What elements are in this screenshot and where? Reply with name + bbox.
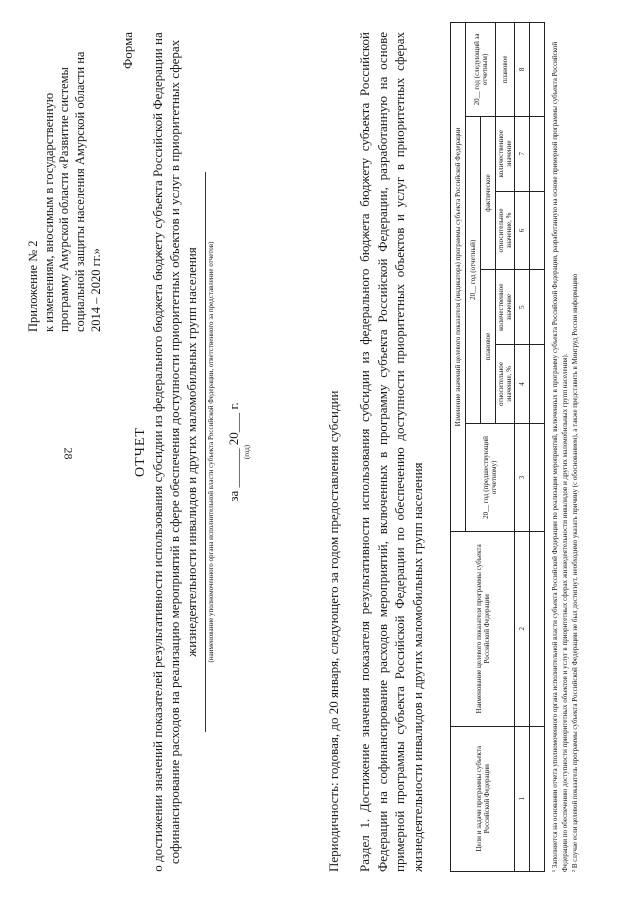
col-num: 6 [515,191,530,270]
table-cell [530,270,545,345]
th-plan-rel: относительное значение, % [496,345,515,424]
table-cell [530,345,545,424]
col-num: 5 [515,270,530,345]
table-cell [530,23,545,117]
table-cell [530,191,545,270]
indicator-table [450,22,545,872]
section-1-text: Раздел 1. Достижение значения показателя результативности использования субсидии из федерального бюджета бюджету субъекта Российской Федерации на софинансирование расходов мероприятий, включенных в программу субъекта Российской Федерации, разработанную на основе примерной программы субъекта Российской Федерации по обеспечению доступности приоритетных объектов и услуг в приоритетных сферах жизнедеятельности инвалидов и других маломобильных групп населения [357,32,425,872]
th-indicator: Наименование целевого показателя программы субъекта Российской Федерации [451,532,515,726]
table-cell [530,423,545,531]
report-heading: ОТЧЕТ [133,427,148,477]
th-plan-abs: количественное значение [496,270,515,345]
th-fact: фактическое [481,116,496,270]
th-plan: плановое [481,270,496,424]
report-title: о достижении значений показателей результативности использования субсидии из федерального бюджета бюджету субъекта Российской Федерации на софинансирование расходов на реализацию мероприятий в сфере обеспечения доступности приоритетных объектов и услуг в приоритетных сферах жизнедеятельности инвалидов и других маломобильных групп населения [150,32,199,872]
th-next-plan: плановое [496,23,515,117]
th-next-year: 20__ год (следующий за отчетным) [466,23,496,117]
table-row [530,23,545,872]
column-number-row [515,23,530,872]
col-num: 2 [515,532,530,726]
col-num: 3 [515,423,530,531]
report-title-block [132,32,252,872]
th-report-year: 20__ год (отчетный) [466,116,481,423]
table-cell [530,726,545,871]
form-label: Форма [120,32,135,69]
table-cell [530,116,545,191]
th-goals: Цели и задачи программы субъекта Российской Федерации [451,726,515,871]
footnote-1: ¹ Заполняется на основании отчета уполномоченного органа исполнительной власти субъекта Российской Федерации по реализации мероприятий, включенных в программу субъекта Российской Федерации, разработанную на основе примерной программы субъекта Российской Федерации по обеспечению доступности приоритетных объектов и услуг в приоритетных сферах жизнедеятельности инвалидов и других маломобильных групп населения). [551,41,570,872]
col-num: 1 [515,726,530,871]
footnote-2: ² В случае если целевой показатель программы субъекта Российской Федерации не был достигнут, необходимо указать причину (с обоснованием), а также представить в Минтруд России информацию [571,273,580,872]
periodicity-line: Периодичность: годовая, до 20 января, следующего за годом предоставления субсидии [326,390,341,872]
th-change: Изменение значений целевого показателя (индикатора) программы субъекта Российской Федерации [451,23,466,532]
annex-title: Приложение № 2 [26,240,40,332]
year-line: за ______ 20___ г. [225,402,241,502]
th-fact-rel: относительное значение, % [496,191,515,270]
th-prev-year: 20__ год (предшествующий отчетному) [466,423,515,531]
annex-block [26,32,104,332]
org-note: (наименование уполномоченного органа исполнительной власти субъекта Российской Федерации, ответственного за представление отчетов) [205,172,216,732]
col-num: 7 [515,116,530,191]
page-number: 28 [61,447,76,460]
footnotes [550,32,580,872]
th-fact-abs: количественное значение [496,116,515,191]
rotated-page-content [20,22,620,882]
annex-text: к изменениям, вносимым в государственную программу Амурской области «Развитие системы социальной защиты населения Амурской области на 2014 – 2020 гг.» [41,51,103,332]
table-cell [530,532,545,726]
year-note: (год) [242,444,251,460]
col-num: 8 [515,23,530,117]
col-num: 4 [515,345,530,424]
